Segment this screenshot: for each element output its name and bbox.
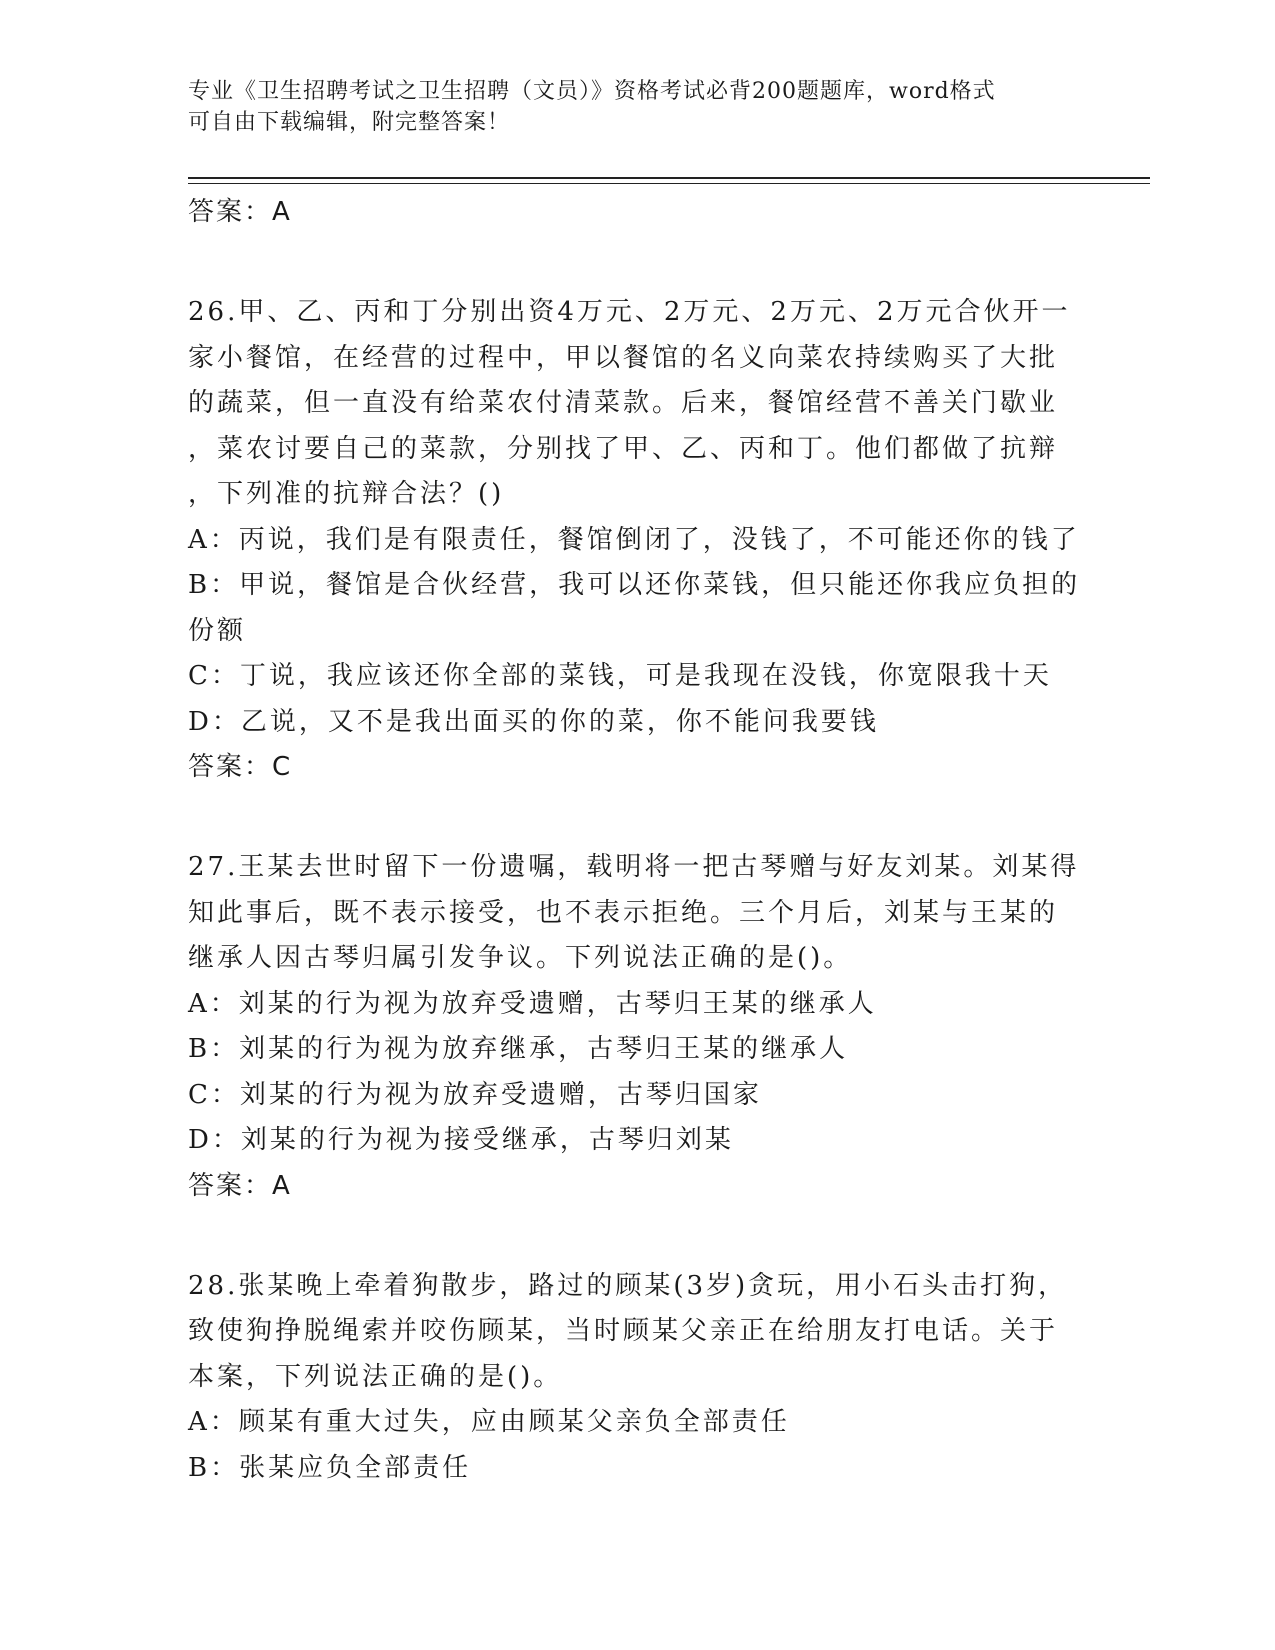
- question-line: 家小餐馆，在经营的过程中，甲以餐馆的名义向菜农持续购买了大批: [188, 342, 1059, 373]
- option-a: A：顾某有重大过失，应由顾某父亲负全部责任: [188, 1407, 790, 1437]
- question-line: 本案，下列说法正确的是()。: [188, 1361, 563, 1392]
- option-c: C：刘某的行为视为放弃受遗赠，古琴归国家: [188, 1079, 762, 1110]
- question-block-26: [188, 290, 1088, 789]
- document-body: [188, 190, 1088, 1491]
- question-line: 26.甲、乙、丙和丁分别出资4万元、2万元、2万元、2万元合伙开一: [188, 297, 1071, 327]
- answer-line: 答案：A: [188, 1170, 292, 1201]
- question-line: ，下列准的抗辩合法？(): [188, 479, 505, 509]
- answer-line: 答案：C: [188, 752, 293, 782]
- option-c: C：丁说，我应该还你全部的菜钱，可是我现在没钱，你宽限我十天: [188, 661, 1052, 691]
- header-line-1: 专业《卫生招聘考试之卫生招聘（文员）》资格考试必背200题题库，word格式: [188, 79, 996, 104]
- option-a: A：刘某的行为视为放弃受遗赠，古琴归王某的继承人: [188, 988, 877, 1019]
- option-b: B：刘某的行为视为放弃继承，古琴归王某的继承人: [188, 1034, 849, 1064]
- option-b: B：甲说，餐馆是合伙经营，我可以还你菜钱，但只能还你我应负担的: [188, 570, 1081, 600]
- question-block-28: [188, 1264, 1088, 1492]
- question-line: 知此事后，既不表示接受，也不表示拒绝。三个月后，刘某与王某的: [188, 897, 1059, 928]
- spacer: [188, 789, 1088, 845]
- option-b-continued: 份额: [188, 615, 247, 646]
- header-divider-thick: [188, 177, 1150, 179]
- header-line-2: 可自由下载编辑，附完整答案！: [188, 110, 511, 135]
- question-line: 的蔬菜，但一直没有给菜农付清菜款。后来，餐馆经营不善关门歇业: [188, 388, 1059, 418]
- question-line: 27.王某去世时留下一份遗嘱，载明将一把古琴赠与好友刘某。刘某得: [188, 852, 1080, 882]
- question-line: 致使狗挣脱绳索并咬伤顾某，当时顾某父亲正在给朋友打电话。关于: [188, 1316, 1059, 1346]
- question-block-27: [188, 845, 1088, 1208]
- question-line: ，菜农讨要自己的菜款，分别找了甲、乙、丙和丁。他们都做了抗辩: [188, 433, 1059, 464]
- document-header: [188, 76, 1068, 138]
- answer-line: 答案：A: [188, 197, 292, 227]
- header-divider-thin: [188, 183, 1150, 184]
- question-line: 继承人因古琴归属引发争议。下列说法正确的是()。: [188, 943, 853, 973]
- question-line: 28.张某晚上牵着狗散步，路过的顾某(3岁)贪玩，用小石头击打狗，: [188, 1270, 1068, 1301]
- spacer: [188, 1208, 1088, 1264]
- option-a: A：丙说，我们是有限责任，餐馆倒闭了，没钱了，不可能还你的钱了: [188, 524, 1080, 555]
- option-b: B：张某应负全部责任: [188, 1452, 472, 1483]
- option-d: D：乙说，又不是我出面买的你的菜，你不能问我要钱: [188, 706, 879, 737]
- option-d: D：刘某的行为视为接受继承，古琴归刘某: [188, 1125, 734, 1155]
- spacer: [188, 234, 1088, 290]
